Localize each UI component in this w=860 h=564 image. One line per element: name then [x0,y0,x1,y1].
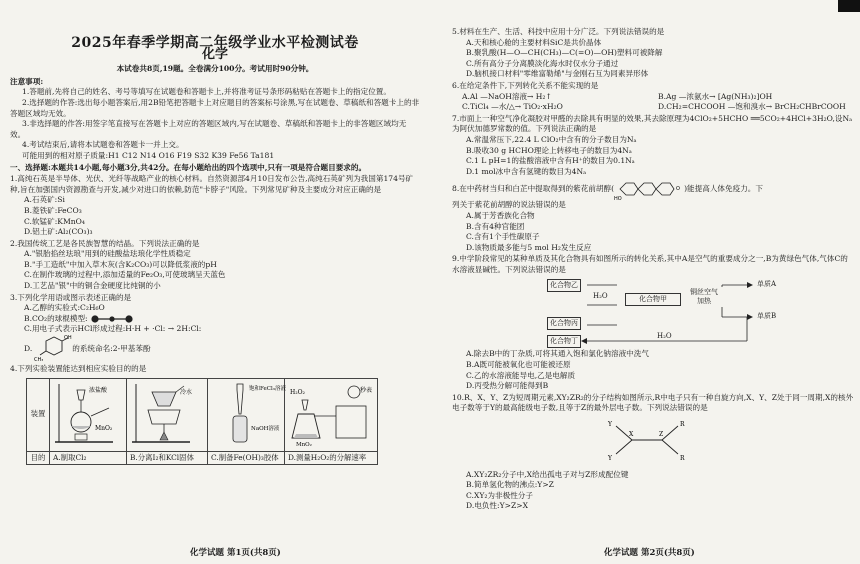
q7-option-d: D.1 mol冰中含有氢键的数目为4Nₐ [466,166,587,176]
element-b: 单质B [757,312,777,321]
h2o-label-top: H₂O [593,292,608,301]
q2-option-d: D.工艺品"银"中的铜合金硬度比纯铜的小 [24,281,161,291]
row-label-apparatus: 装置 [27,378,50,451]
svg-text:R: R [680,421,685,429]
apparatus-a [50,378,127,451]
page-2-footer: 化学试题 第2页(共8页) [604,548,695,558]
q9-option-a: A.除去B中的丁杂质,可将其通入饱和氯化钠溶液中洗气 [466,349,649,359]
question-10: 10.R、X、Y、Z为短周期元素,XY₂ZR₂的分子结构如图所示,R中电子只有一种自旋方向,X、Y、Z处于同一周期,X的核外电子数等于Y的最高能级电子数,且等于Z的最外层电子数。下列说法错误的是 [452,392,854,413]
q6-options-row1 [452,92,854,103]
label-fecl3-line1: 饱和FeCl₃溶液 [249,385,286,392]
q6-options-row2 [452,102,854,113]
compound-jia: 化合物甲 [625,293,681,306]
svg-text:OH: OH [64,335,72,342]
q2-option-c: C.在制作玻璃的过程中,添加适量的Fe₂O₃,可使玻璃呈天蓝色 [24,270,226,280]
q6-option-d: D.CH₂=CHCOOH —饱和溴水→ BrCH₂CHBrCOOH [658,102,846,112]
exam-intro: 本试卷共8页,19题。全卷满分100分。考试用时90分钟。 [116,64,314,74]
section-one-heading: 一、选择题:本题共14小题,每小题3分,共42分。在每小题给出的四个选项中,只有一项是符合题目要求的。 [10,162,367,172]
note-4: 4.考试结束后,请将本试题卷和答题卡一并上交。 [22,140,184,150]
q6-option-a: A.Al —NaOH溶液→ H₂↑ [462,91,552,101]
q10-option-c: C.XY₂为非极性分子 [466,490,533,500]
element-a: 单质A [757,280,777,289]
question-4: 4.下列实验装置能达到相应实验目的的是 [10,364,147,374]
flask-apparatus-icon [53,380,123,446]
compound-bing: 化合物丙 [547,317,581,330]
subject-title: 化学 [201,46,228,62]
q3-option-a: A.乙醇的实验式:C₂H₆O [24,303,105,313]
q6-option-c: C.TiCl₄ —水/△→ TiO₂·xH₂O [462,102,563,112]
q3-option-b [10,314,420,325]
q3-option-c: C.用电子式表示HCl形成过程:H·H + ·Cl: → 2H:Cl: [24,324,202,334]
q7-option-c: C.1 L pH=1的盐酸溶液中含有H⁺的数目为0.1Nₐ [466,156,635,166]
notes-heading: 注意事项: [10,76,44,86]
q1-option-b: B.菱铁矿:FeCO₃ [24,205,82,215]
purpose-d: D.测量H₂O₂的分解速率 [285,451,378,465]
q7-option-b: B.吸收30 g HCHO理论上转移电子的数目为4Nₐ [466,145,632,155]
question-8-tail: )能提高人体免疫力。下 [684,184,763,194]
condition-copper: 铜丝空气加热 [685,287,723,307]
compound-yi: 化合物乙 [547,279,581,292]
apparatus-table [26,378,378,466]
q3-option-b-text: B.CO₂的球棍模型: [24,313,88,323]
sublimation-apparatus-icon [130,380,204,446]
apparatus-b [127,378,208,451]
q9-option-d: D.丙受热分解可能得到B [466,381,549,391]
note-1: 1.答题前,先将自己的姓名、考号等填写在试题卷和答题卡上,并将准考证号条形码粘贴在答题卡上的指定位置。 [22,87,391,97]
co2-ball-stick-model-icon [90,315,134,323]
q3-option-d [10,335,420,363]
q1-option-a: A.石英矿:Si [24,195,65,205]
q9-option-c: C.乙的水溶液能导电,乙是电解质 [466,370,576,380]
question-9: 9.中学阶段常见的某种单质及其化合物具有如图所示的转化关系,其中A是空气的重要成分之一,B为黄绿色气体,气体C的水溶液显碱性。下列说法错误的是 [452,254,848,274]
svg-text:Y: Y [608,421,612,429]
corner-mark [838,0,860,12]
q8-option-d: D.该物质最多能与5 mol H₂发生反应 [466,242,592,252]
q10-option-d: D.电负性:Y>Z>X [466,501,528,511]
svg-text:O: O [676,186,681,193]
q1-option-c: C.软锰矿:KMnO₄ [24,216,85,226]
svg-text:Y: Y [608,455,612,463]
atomic-masses: 可能用到的相对原子质量:H1 C12 N14 O16 F19 S32 K39 Fe56 Ta181 [22,150,275,160]
compound-ding: 化合物丁 [547,335,581,348]
conversion-diagram [547,277,797,347]
page-2 [452,26,854,512]
q2-option-b: B."手工造纸"中加入草木灰(含K₂CO₃)可以降低浆液的pH [24,259,217,269]
q6-option-b: B.Ag —浓氨水→ [Ag(NH₃)₂]OH [658,91,773,101]
page-1-footer: 化学试题 第1页(共8页) [190,548,281,558]
coumarin-structure-icon [614,178,684,203]
purpose-b: B.分离I₂和KCl固体 [127,451,208,465]
page-1 [10,26,420,465]
svg-text:HO: HO [614,196,622,203]
question-7: 7.市面上一种空气净化凝胶对甲醛的去除具有明显的效果,其去除原理为4ClO₂+5HCHO ══5CO₂+4HCl+3H₂O,设Nₐ为阿伏加德罗常数的值。下列说法正确的是 [452,113,853,134]
label-h2o2: H₂O₂ [290,388,305,396]
q10-option-b: B.简单氢化物的沸点:Y>Z [466,480,554,490]
label-cold-water: 冷水 [180,388,193,396]
q10-option-a: A.XY₂ZR₂分子中,X给出孤电子对与Z形成配位键 [466,469,629,479]
apparatus-c [208,378,285,451]
question-8-continued: 列关于紫花前胡醇的说法错误的是 [452,200,566,210]
label-mno2-a: MnO₂ [95,424,113,432]
label-naoh: NaOH溶液 [251,425,280,432]
note-3: 3.非选择题的作答:用签字笔直接写在答题卡上对应的答题区域内,写在试题卷、草稿纸和答题卡上的非答题区域均无效。 [10,119,407,139]
svg-text:Z: Z [659,431,664,439]
svg-text:CH₃: CH₃ [34,357,44,364]
q8-option-a: A.属于芳香族化合物 [466,210,535,220]
exam-title: 2025年春季学期高二年级学业水平检测试卷 [71,35,359,51]
svg-text:R: R [680,455,685,463]
q5-option-b: B.聚乳酸(H—O—CH(CH₃)—C(=O)—OH)塑料可被降解 [466,48,663,58]
q8-option-b: B.含有4种官能团 [466,221,525,231]
apparatus-d [285,378,378,451]
label-mno2-d: MnO₂ [296,441,312,448]
molecule-structure-icon [602,414,692,466]
q2-option-a: A."银胎掐丝珐琅"用到的硅酸盐珐琅化学性质稳定 [24,249,191,259]
q5-option-c: C.所有高分子分离膜淡化海水时仅水分子通过 [466,58,619,68]
dropper-apparatus-icon [211,380,286,446]
q3-option-d-text: 的系统命名:2-甲基苯酚 [72,343,151,353]
note-2: 2.选择题的作答:选出每小题答案后,用2B铅笔把答题卡上对应题目的答案标号涂黑,写在试题卷、草稿纸和答题卡上的非答题区域均无效。 [10,97,420,118]
question-6: 6.在给定条件下,下列转化关系不能实现的是 [452,80,599,90]
q8-option-c: C.含有1个手性碳原子 [466,232,540,242]
q5-option-a: A.天和核心舱的主要材料SiC是共价晶体 [466,37,602,47]
gas-collection-apparatus-icon [288,380,374,446]
svg-text:X: X [629,431,634,439]
purpose-c: C.制备Fe(OH)₃胶体 [208,451,285,465]
question-2: 2.我国传统工艺是各民族智慧的结晶。下列说法正确的是 [10,238,200,248]
question-1: 1.高纯石英是半导体、光伏、光纤等战略产业的核心材料。自然资源部4月10日发布公告,高纯石英矿列为我国第174号矿种,旨在加强国内资源勘查与开发,减少对进口的依赖,防范"卡脖子"风险。下列常见矿种及主要成分对应正确的是 [10,174,414,194]
q9-option-b: B.A既可能被氧化也可能被还原 [466,360,571,370]
purpose-a: A.制取Cl₂ [50,451,127,465]
q7-option-a: A.常温常压下,22.4 L ClO₂中含有的分子数目为Nₐ [466,134,637,144]
question-3: 3.下列化学用语或图示表述正确的是 [10,292,132,302]
question-8-text: 8.在中药材当归和白芷中提取得到的紫花前胡醇( [452,184,615,194]
h2o-label-bottom: H₂O [657,332,672,341]
row-label-purpose: 目的 [27,451,50,465]
q3-option-d-label: D. [24,343,33,353]
methylphenol-structure-icon [34,335,70,363]
q1-option-d: D.铝土矿:Al₂(CO₃)₃ [24,227,93,237]
label-stopwatch: 秒表 [360,386,373,394]
q5-option-d: D.脑机接口材料"零维富勒烯"与金刚石互为同素异形体 [466,69,649,79]
question-5: 5.材料在生产、生活、科技中应用十分广泛。下列说法错误的是 [452,27,665,36]
label-conc-hcl: 浓盐酸 [89,386,108,394]
question-8 [452,178,854,203]
